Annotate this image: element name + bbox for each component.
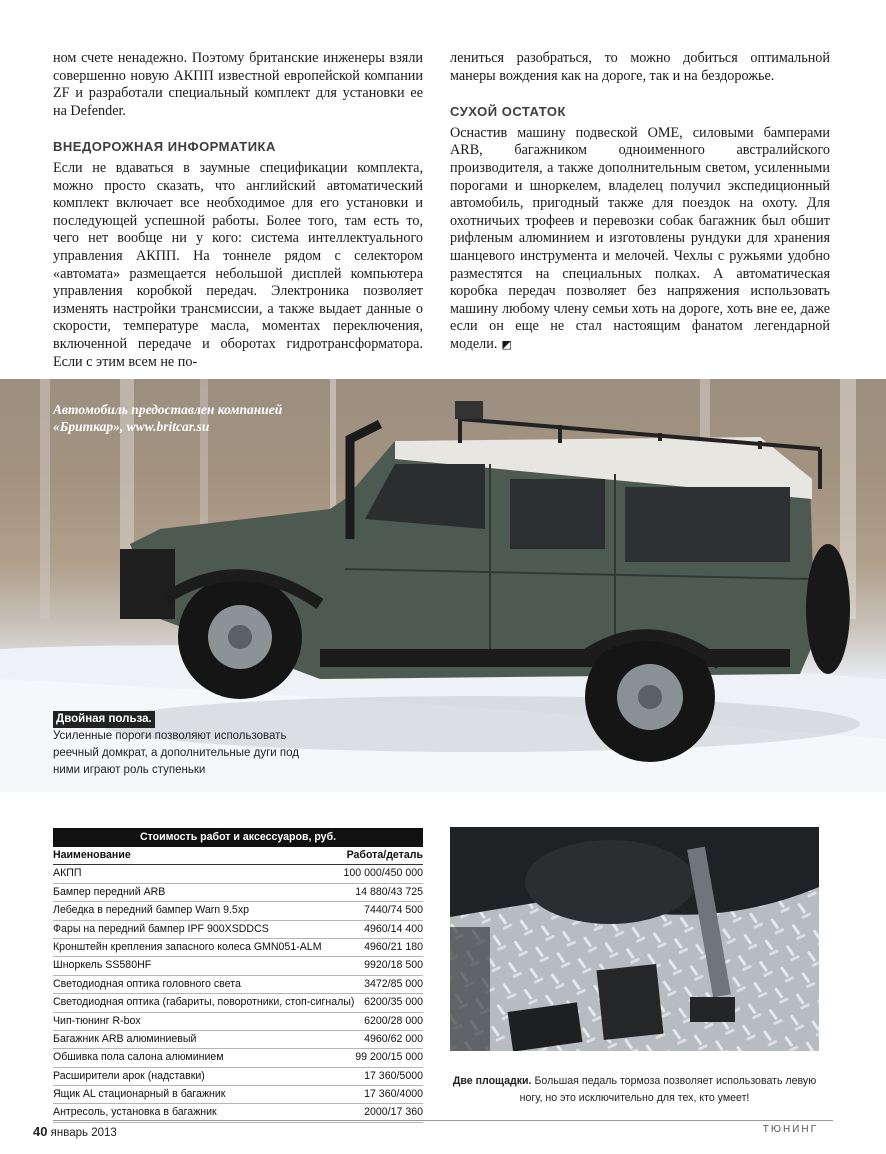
pedals-caption — [450, 1073, 819, 1107]
table-header-row — [53, 847, 423, 865]
left-text-column — [53, 50, 423, 371]
pedals-caption-title: Две площадки. — [452, 1075, 532, 1087]
table-row — [53, 902, 423, 920]
row-price: 4960/14 400 — [364, 922, 423, 935]
row-price: 17 360/4000 — [364, 1088, 423, 1101]
row-name: Чип-тюнинг R-box — [53, 1014, 141, 1027]
end-of-article-icon: ◩ — [501, 337, 512, 351]
row-name: Ящик AL стационарный в багажник — [53, 1088, 226, 1101]
table-row — [53, 921, 423, 939]
pedals-photo — [450, 827, 819, 1051]
row-price: 14 880/43 725 — [355, 885, 423, 898]
table-row — [53, 865, 423, 883]
row-name: Багажник ARB алюминиевый — [53, 1032, 197, 1045]
row-price: 6200/35 000 — [364, 996, 423, 1009]
row-name: Расширители арок (надставки) — [53, 1069, 205, 1082]
row-price: 7440/74 500 — [364, 904, 423, 917]
photo-caption — [53, 711, 303, 779]
page-number: 40 — [33, 1124, 48, 1139]
table-body — [53, 865, 423, 1122]
photo-credit: Автомобиль предоставлен компанией «Бриткар», www.britcar.su — [53, 402, 283, 434]
row-name: Светодиодная оптика головного света — [53, 977, 241, 990]
row-name: Лебедка в передний бампер Warn 9.5xp — [53, 904, 250, 917]
table-row — [53, 976, 423, 994]
row-price: 3472/85 000 — [364, 977, 423, 990]
table-row — [53, 884, 423, 902]
column-header-price: Работа/деталь — [346, 849, 423, 861]
pedals-caption-text: Большая педаль тормоза позволяет использовать левую ногу, но это исключительно для тех, кто умеет! — [519, 1075, 817, 1104]
table-title: Стоимость работ и аксессуаров, руб. — [53, 828, 423, 847]
row-price: 100 000/450 000 — [343, 867, 423, 880]
row-price: 4960/21 180 — [364, 940, 423, 953]
issue-date: январь 2013 — [50, 1127, 117, 1139]
right-paragraph-1: лениться разобраться, то можно добиться оптимальной манеры вождения как на дороге, так и на бездорожье. — [450, 50, 830, 84]
row-name: Обшивка пола салона алюминием — [53, 1051, 224, 1064]
row-price: 2000/17 360 — [364, 1106, 423, 1119]
row-name: Шноркель SS580HF — [53, 959, 152, 972]
cost-table — [53, 828, 423, 1123]
heading-offroad-informatics: ВНЕДОРОЖНАЯ ИНФОРМАТИКА — [53, 139, 276, 155]
defender-photo — [0, 379, 886, 792]
magazine-name: ТЮНИНГ — [762, 1124, 818, 1135]
row-name: Кронштейн крепления запасного колеса GMN051-ALM — [53, 940, 322, 953]
table-row — [53, 1068, 423, 1086]
row-name: Фары на передний бампер IPF 900XSDDCS — [53, 922, 269, 935]
row-name: АКПП — [53, 867, 82, 880]
left-paragraph-1: ном счете ненадежно. Поэтому британские инженеры взяли совершенно новую АКПП известной европейской компании ZF и разработали специальный комплект для установки ее на Defender. — [53, 50, 423, 119]
table-row — [53, 1086, 423, 1104]
row-name: Антресоль, установка в багажник — [53, 1106, 217, 1119]
photo-caption-title: Двойная польза. — [53, 711, 155, 728]
column-header-name: Наименование — [53, 849, 131, 861]
pedals-illustration — [450, 827, 819, 1051]
row-price: 17 360/5000 — [364, 1069, 423, 1082]
table-row — [53, 1013, 423, 1031]
row-price: 99 200/15 000 — [355, 1051, 423, 1064]
right-text-column — [450, 50, 830, 354]
right-paragraph-2: Оснастив машину подвеской OME, силовыми бамперами ARB, багажником одноименного австралийского производителя, а также дополнительным светом, усиленными порогами и шноркелем, владелец получил экспедиционный автомобиль, пригодный также для поездок на охоту. Для охотничьих трофеев и перевозки собак багажник был обшит рифленым алюминием и изготовлены рундуки для хранения шанцевого инструмента и мелочей. Чехлы с ружьями удобно разместятся на специальных полках. А автоматическая коробка передач позволяет без напряжения использовать машину любому члену семьи хоть на дороге, хоть вне ее, даже если он еще не стал настоящим фанатом легендарной модели. ◩ — [450, 124, 830, 352]
row-price: 4960/62 000 — [364, 1032, 423, 1045]
table-row — [53, 1049, 423, 1067]
row-price: 6200/28 000 — [364, 1014, 423, 1027]
photo-caption-text: Усиленные пороги позволяют использовать реечный домкрат, а дополнительные дуги под ними играют роль ступеньки — [53, 730, 299, 776]
table-row — [53, 957, 423, 975]
table-row — [53, 939, 423, 957]
table-row — [53, 1031, 423, 1049]
row-name: Бампер передний ARB — [53, 885, 166, 898]
left-paragraph-2: Если не вдаваться в заумные спецификации комплекта, можно просто сказать, что английский автоматический комплект включает все необходимое для его установки и последующей успешной работы. Более того, там есть то, чего нет вообще ни у кого: система интеллектуального управления АКПП. На тоннеле рядом с селектором «автомата» размещается небольшой дисплей компьютера управления коробкой передач. Электроника позволяет изменять настройки трансмиссии, а также выдает данные о скорости, температуре масла, моментах переключения, включенной передаче и оборотах гидротрансформатора. Если с этим всем не по- — [53, 159, 423, 370]
footer-left — [33, 1124, 117, 1139]
row-name: Светодиодная оптика (габариты, поворотники, стоп-сигналы) — [53, 996, 355, 1009]
row-price: 9920/18 500 — [364, 959, 423, 972]
heading-dry-residue: СУХОЙ ОСТАТОК — [450, 104, 566, 120]
table-row — [53, 994, 423, 1012]
footer-divider — [53, 1120, 833, 1121]
